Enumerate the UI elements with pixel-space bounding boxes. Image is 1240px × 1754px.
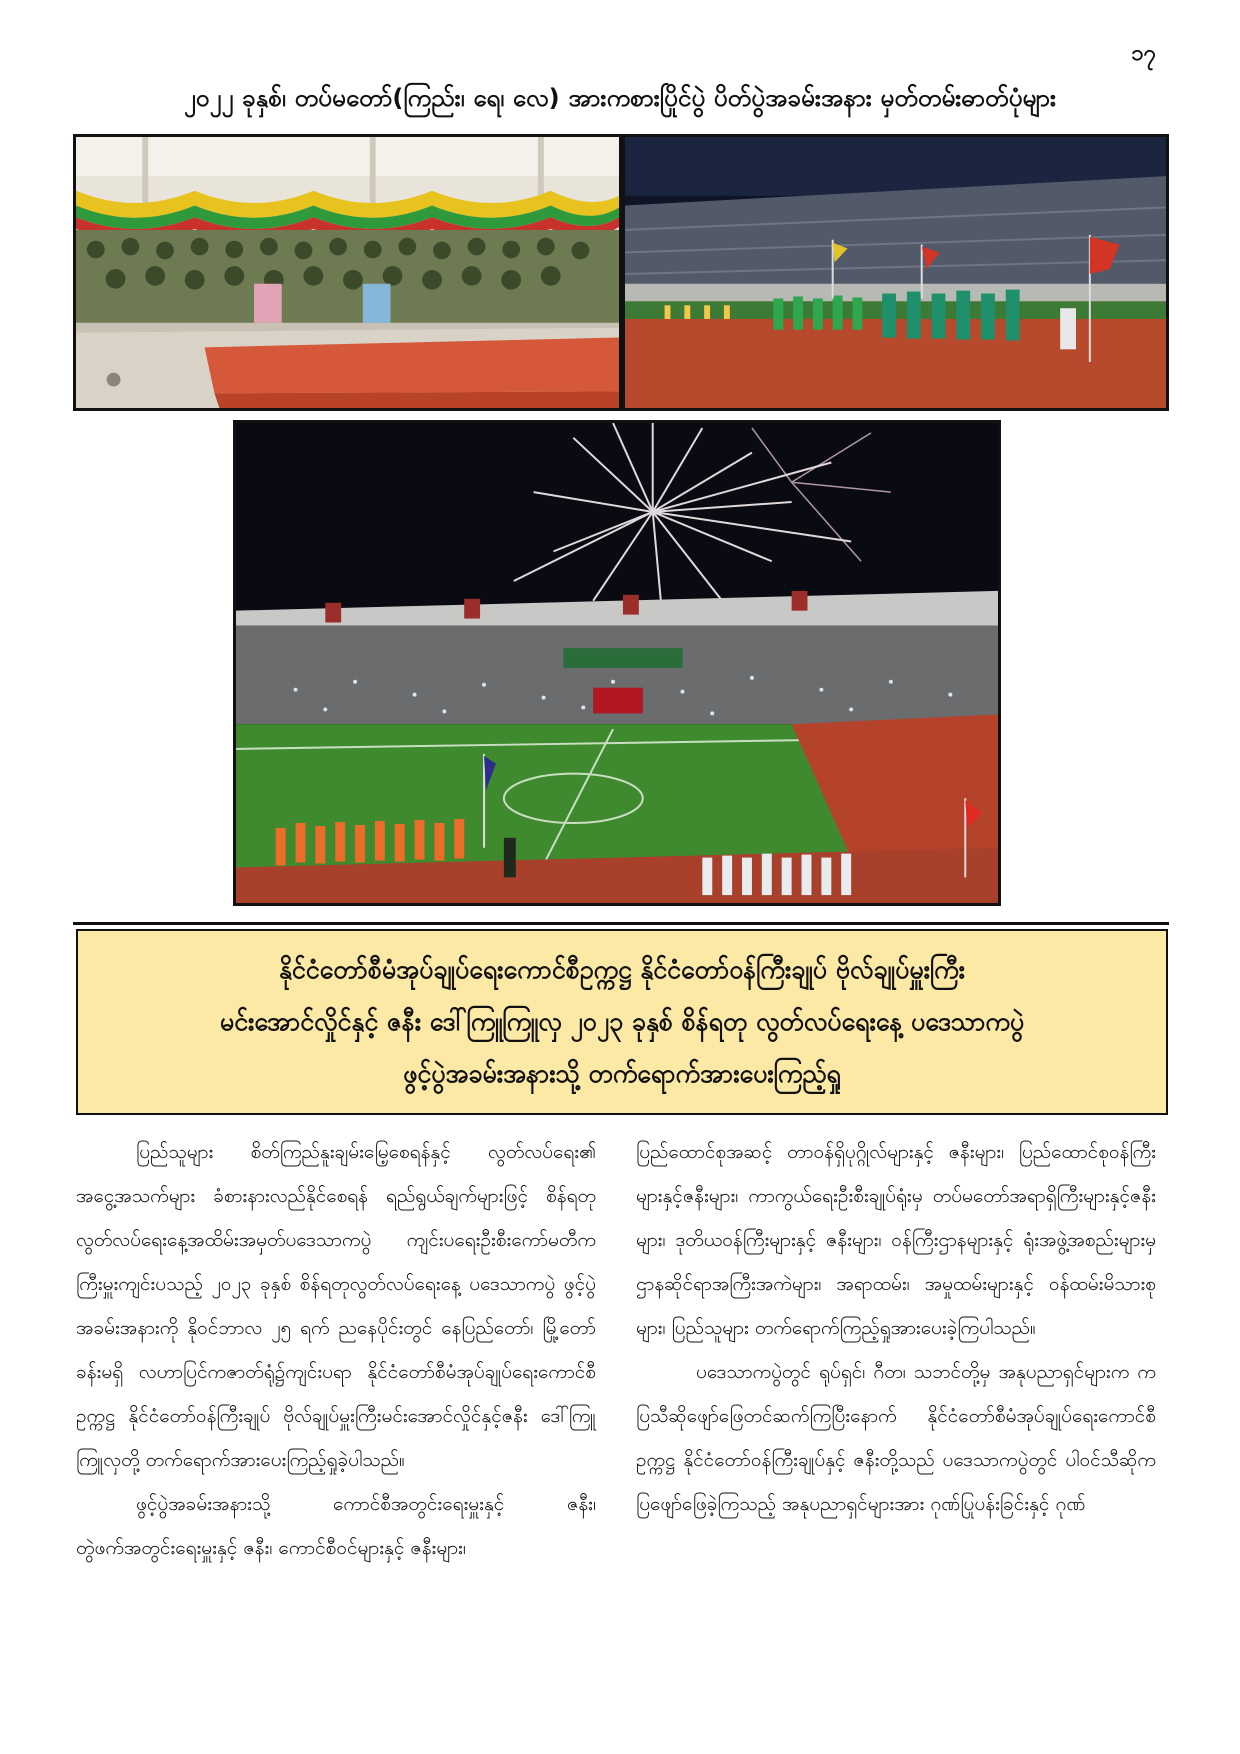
article-paragraph: ပြည်ထောင်စုအဆင့် တာဝန်ရှိပုဂ္ဂိုလ်များနှင့် ဇနီးများ၊ ပြည်ထောင်စုဝန်ကြီးများနှင့်ဇနီးများ၊ ကာကွယ်ရေးဦးစီးချုပ်ရုံးမှ တပ်မတော်အရာရှိကြီးများနှင့်ဇနီးများ၊ ဒုတိယဝန်ကြီးများနှင့် ဇနီးများ၊ ဝန်ကြီးဌာနများနှင့် ရုံးအဖွဲ့အစည်းများမှ ဌာနဆိုင်ရာအကြီးအကဲများ၊ အရာထမ်း၊ အမှုထမ်းများနှင့် ဝန်ထမ်းမိသားစုများ၊ ပြည်သူများ တက်ရောက်ကြည့်ရှုအားပေးခဲ့ကြပါသည်။ <box>636 1141 1156 1339</box>
headline-line-1: နိုင်ငံတော်စီမံအုပ်ချုပ်ရေးကောင်စီဥက္ကဋ္ဌ နိုင်ငံတော်ဝန်ကြီးချုပ် ဗိုလ်ချုပ်မှူးကြီး <box>278 955 965 984</box>
headline-top-rule <box>73 922 1169 925</box>
headline-line-2: မင်းအောင်လှိုင်နှင့် ဇနီး ဒေါ်ကြူကြူလှ ၂၀၂၃ ခုနှစ် စိန်ရတု လွတ်လပ်ရေးနေ့ ပဒေသာကပွဲ <box>219 1007 1025 1036</box>
photo-march-past <box>622 134 1169 411</box>
photo-section-heading: ၂၀၂၂ ခုနှစ်၊ တပ်မတော်(ကြည်း၊ ရေ၊ လေ) အားကစားပြိုင်ပွဲ ပိတ်ပွဲအခမ်းအနား မှတ်တမ်းဓာတ်ပုံများ <box>183 84 1057 112</box>
photo-vip-grandstand <box>73 134 622 411</box>
page-number: ၁၇ <box>1131 41 1156 66</box>
article-left-column <box>76 1130 596 1570</box>
headline-box <box>76 929 1168 1115</box>
article-paragraph: ပဒေသာကပွဲတွင် ရုပ်ရှင်၊ ဂီတ၊ သဘင်တို့မှ အနုပညာရှင်များက ကပြသီဆိုဖျော်ဖြေတင်ဆက်ကြပြီးနောက် နိုင်ငံတော်စီမံအုပ်ချုပ်ရေးကောင်စီဥက္ကဋ္ဌ နိုင်ငံတော်ဝန်ကြီးချုပ်နှင့် ဇနီးတို့သည် ပဒေသာကပွဲတွင် ပါဝင်သီဆိုကပြဖျော်ဖြေခဲ့ကြသည့် အနုပညာရှင်များအား ဂုဏ်ပြုပန်းခြင်းနှင့် ဂုဏ် <box>636 1361 1156 1515</box>
headline-line-3: ဖွင့်ပွဲအခမ်းအနားသို့ တက်ရောက်အားပေးကြည့်ရှု <box>403 1059 841 1088</box>
article-paragraph: ပြည်သူများ စိတ်ကြည်နူးချမ်းမြေ့စေရန်နှင့် လွတ်လပ်ရေး၏ အငွေ့အသက်များ ခံစားနားလည်နိုင်စေရန် ရည်ရွယ်ချက်များဖြင့် စိန်ရတုလွတ်လပ်ရေးနေ့အထိမ်းအမှတ်ပဒေသာကပွဲ ကျင်းပရေးဦးစီးကော်မတီက ကြီးမှူးကျင်းပသည့် ၂၀၂၃ ခုနှစ် စိန်ရတုလွတ်လပ်ရေးနေ့ ပဒေသာကပွဲ ဖွင့်ပွဲအခမ်းအနားကို နိုဝင်ဘာလ ၂၅ ရက် ညနေပိုင်းတွင် နေပြည်တော်၊ မြို့တော်ခန်းမရှိ လဟာပြင်ကဇာတ်ရုံ၌ကျင်းပရာ နိုင်ငံတော်စီမံအုပ်ချုပ်ရေးကောင်စီဥက္ကဋ္ဌ နိုင်ငံတော်ဝန်ကြီးချုပ် ဗိုလ်ချုပ်မှူးကြီးမင်းအောင်လှိုင်နှင့်ဇနီး ဒေါ်ကြူကြူလှတို့ တက်ရောက်အားပေးကြည့်ရှုခဲ့ပါသည်။ <box>76 1141 596 1471</box>
article-paragraph: ဖွင့်ပွဲအခမ်းအနားသို့ ကောင်စီအတွင်းရေးမှူးနှင့် ဇနီး၊ တွဲဖက်အတွင်းရေးမှူးနှင့် ဇနီး၊ ကောင်စီဝင်များနှင့် ဇနီးများ၊ <box>76 1493 596 1559</box>
photo-fireworks-stadium <box>233 420 1001 906</box>
article-right-column <box>636 1130 1156 1526</box>
